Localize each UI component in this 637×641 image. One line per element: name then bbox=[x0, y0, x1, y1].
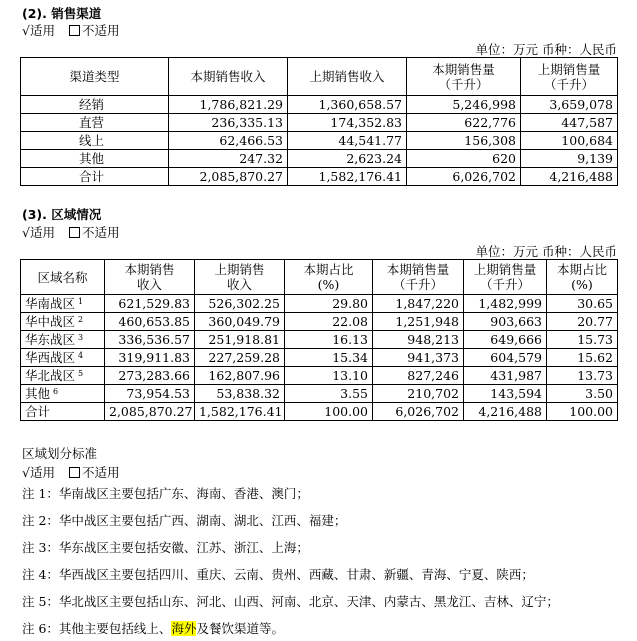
region-value-cell: 15.34 bbox=[285, 349, 373, 367]
channel-row bbox=[21, 114, 618, 132]
region-value-cell: 100.00 bbox=[547, 403, 618, 421]
note-3: 注 3：华东战区主要包括安徽、江苏、浙江、上海； bbox=[22, 540, 309, 555]
region-value-cell: 336,536.57 bbox=[105, 331, 195, 349]
region-name-cell: 其他 $^6$ bbox=[21, 385, 105, 403]
region-row bbox=[21, 331, 618, 349]
region-value-cell: 73,954.53 bbox=[105, 385, 195, 403]
region-value-cell: 162,807.96 bbox=[195, 367, 285, 385]
channel-value-cell: 156,308 bbox=[407, 132, 521, 150]
highlighted-text: 海外 bbox=[171, 621, 197, 636]
channel-header-prior-revenue: 上期销售收入 bbox=[288, 58, 407, 96]
channel-row bbox=[21, 96, 618, 114]
channel-header-current-revenue: 本期销售收入 bbox=[169, 58, 288, 96]
section3-applicability bbox=[22, 223, 119, 241]
section3-unit-line: 单位：万元 币种：人民币 bbox=[475, 244, 617, 259]
region-value-cell: 273,283.66 bbox=[105, 367, 195, 385]
region-value-cell: 13.10 bbox=[285, 367, 373, 385]
channel-value-cell: 5,246,998 bbox=[407, 96, 521, 114]
region-value-cell: 431,987 bbox=[464, 367, 547, 385]
region-value-cell: 604,579 bbox=[464, 349, 547, 367]
region-value-cell: 210,702 bbox=[373, 385, 464, 403]
note-6: 注 6：其他主要包括线上、海外及餐饮渠道等。 bbox=[22, 621, 284, 636]
region-value-cell: 15.62 bbox=[547, 349, 618, 367]
channel-value-cell: 62,466.53 bbox=[169, 132, 288, 150]
region-header-cell: 本期销售量 （千升） bbox=[373, 260, 464, 295]
channel-name-cell: 经销 bbox=[21, 96, 169, 114]
region-name-cell: 华南战区 $^1$ bbox=[21, 295, 105, 313]
region-value-cell: 360,049.79 bbox=[195, 313, 285, 331]
region-row bbox=[21, 349, 618, 367]
region-value-cell: 1,482,999 bbox=[464, 295, 547, 313]
region-value-cell: 13.73 bbox=[547, 367, 618, 385]
region-value-cell: 649,666 bbox=[464, 331, 547, 349]
region-value-cell: 1,582,176.41 bbox=[195, 403, 285, 421]
criteria-applicability bbox=[22, 463, 119, 481]
channel-header-type: 渠道类型 bbox=[21, 58, 169, 96]
channel-table bbox=[20, 57, 618, 186]
region-value-cell: 1,251,948 bbox=[373, 313, 464, 331]
section2-unit-line: 单位：万元 币种：人民币 bbox=[475, 42, 617, 57]
channel-value-cell: 247.32 bbox=[169, 150, 288, 168]
region-value-cell: 16.13 bbox=[285, 331, 373, 349]
channel-value-cell: 1,786,821.29 bbox=[169, 96, 288, 114]
channel-row bbox=[21, 168, 618, 186]
channel-name-cell: 合计 bbox=[21, 168, 169, 186]
channel-value-cell: 4,216,488 bbox=[521, 168, 618, 186]
channel-row bbox=[21, 132, 618, 150]
channel-value-cell: 236,335.13 bbox=[169, 114, 288, 132]
region-value-cell: 1,847,220 bbox=[373, 295, 464, 313]
region-value-cell: 526,302.25 bbox=[195, 295, 285, 313]
applicable-label: √适用 bbox=[22, 23, 55, 38]
channel-header-prior-volume: 上期销售量 （千升） bbox=[521, 58, 618, 96]
region-row bbox=[21, 403, 618, 421]
region-header-cell: 本期销售 收入 bbox=[105, 260, 195, 295]
region-value-cell: 827,246 bbox=[373, 367, 464, 385]
channel-value-cell: 6,026,702 bbox=[407, 168, 521, 186]
section3-title: (3). 区域情况 bbox=[22, 207, 102, 222]
region-name-cell: 华东战区 $^3$ bbox=[21, 331, 105, 349]
region-value-cell: 251,918.81 bbox=[195, 331, 285, 349]
region-row bbox=[21, 295, 618, 313]
channel-value-cell: 44,541.77 bbox=[288, 132, 407, 150]
region-value-cell: 460,653.85 bbox=[105, 313, 195, 331]
region-value-cell: 53,838.32 bbox=[195, 385, 285, 403]
region-value-cell: 903,663 bbox=[464, 313, 547, 331]
region-value-cell: 3.50 bbox=[547, 385, 618, 403]
channel-name-cell: 线上 bbox=[21, 132, 169, 150]
region-table bbox=[20, 259, 618, 421]
section2-applicability bbox=[22, 21, 119, 39]
note-4: 注 4：华西战区主要包括四川、重庆、云南、贵州、西藏、甘肃、新疆、青海、宁夏、陕西； bbox=[22, 567, 534, 582]
channel-value-cell: 447,587 bbox=[521, 114, 618, 132]
region-value-cell: 29.80 bbox=[285, 295, 373, 313]
region-value-cell: 15.73 bbox=[547, 331, 618, 349]
channel-value-cell: 1,582,176.41 bbox=[288, 168, 407, 186]
region-name-cell: 华中战区 $^2$ bbox=[21, 313, 105, 331]
region-value-cell: 143,594 bbox=[464, 385, 547, 403]
region-value-cell: 941,373 bbox=[373, 349, 464, 367]
not-applicable-checkbox: 不适用 bbox=[69, 465, 120, 480]
region-value-cell: 3.55 bbox=[285, 385, 373, 403]
criteria-title: 区域划分标准 bbox=[22, 446, 98, 461]
region-header-cell: 本期占比 (%) bbox=[547, 260, 618, 295]
region-header-cell: 本期占比 (%) bbox=[285, 260, 373, 295]
region-header-cell: 上期销售量 （千升） bbox=[464, 260, 547, 295]
region-row bbox=[21, 313, 618, 331]
region-value-cell: 2,085,870.27 bbox=[105, 403, 195, 421]
region-value-cell: 948,213 bbox=[373, 331, 464, 349]
channel-value-cell: 9,139 bbox=[521, 150, 618, 168]
note-1: 注 1：华南战区主要包括广东、海南、香港、澳门； bbox=[22, 486, 309, 501]
section2-title: (2). 销售渠道 bbox=[22, 6, 102, 21]
region-header-cell: 上期销售 收入 bbox=[195, 260, 285, 295]
note-5: 注 5：华北战区主要包括山东、河北、山西、河南、北京、天津、内蒙古、黑龙江、吉林、辽宁； bbox=[22, 594, 559, 609]
channel-name-cell: 直营 bbox=[21, 114, 169, 132]
region-value-cell: 22.08 bbox=[285, 313, 373, 331]
channel-header-current-volume: 本期销售量 （千升） bbox=[407, 58, 521, 96]
applicable-label: √适用 bbox=[22, 465, 55, 480]
channel-row bbox=[21, 150, 618, 168]
region-row bbox=[21, 367, 618, 385]
not-applicable-checkbox: 不适用 bbox=[69, 225, 120, 240]
channel-value-cell: 2,623.24 bbox=[288, 150, 407, 168]
channel-value-cell: 622,776 bbox=[407, 114, 521, 132]
region-name-cell: 华西战区 $^4$ bbox=[21, 349, 105, 367]
region-header-cell: 区域名称 bbox=[21, 260, 105, 295]
channel-value-cell: 2,085,870.27 bbox=[169, 168, 288, 186]
channel-value-cell: 1,360,658.57 bbox=[288, 96, 407, 114]
region-value-cell: 20.77 bbox=[547, 313, 618, 331]
note-2: 注 2：华中战区主要包括广西、湖南、湖北、江西、福建； bbox=[22, 513, 347, 528]
channel-value-cell: 3,659,078 bbox=[521, 96, 618, 114]
region-name-cell: 华北战区 $^5$ bbox=[21, 367, 105, 385]
channel-value-cell: 100,684 bbox=[521, 132, 618, 150]
channel-value-cell: 620 bbox=[407, 150, 521, 168]
applicable-label: √适用 bbox=[22, 225, 55, 240]
region-value-cell: 6,026,702 bbox=[373, 403, 464, 421]
not-applicable-checkbox: 不适用 bbox=[69, 23, 120, 38]
region-value-cell: 30.65 bbox=[547, 295, 618, 313]
region-row bbox=[21, 385, 618, 403]
region-name-cell: 合计 bbox=[21, 403, 105, 421]
region-value-cell: 621,529.83 bbox=[105, 295, 195, 313]
channel-name-cell: 其他 bbox=[21, 150, 169, 168]
region-value-cell: 319,911.83 bbox=[105, 349, 195, 367]
region-value-cell: 100.00 bbox=[285, 403, 373, 421]
channel-value-cell: 174,352.83 bbox=[288, 114, 407, 132]
region-value-cell: 227,259.28 bbox=[195, 349, 285, 367]
region-value-cell: 4,216,488 bbox=[464, 403, 547, 421]
